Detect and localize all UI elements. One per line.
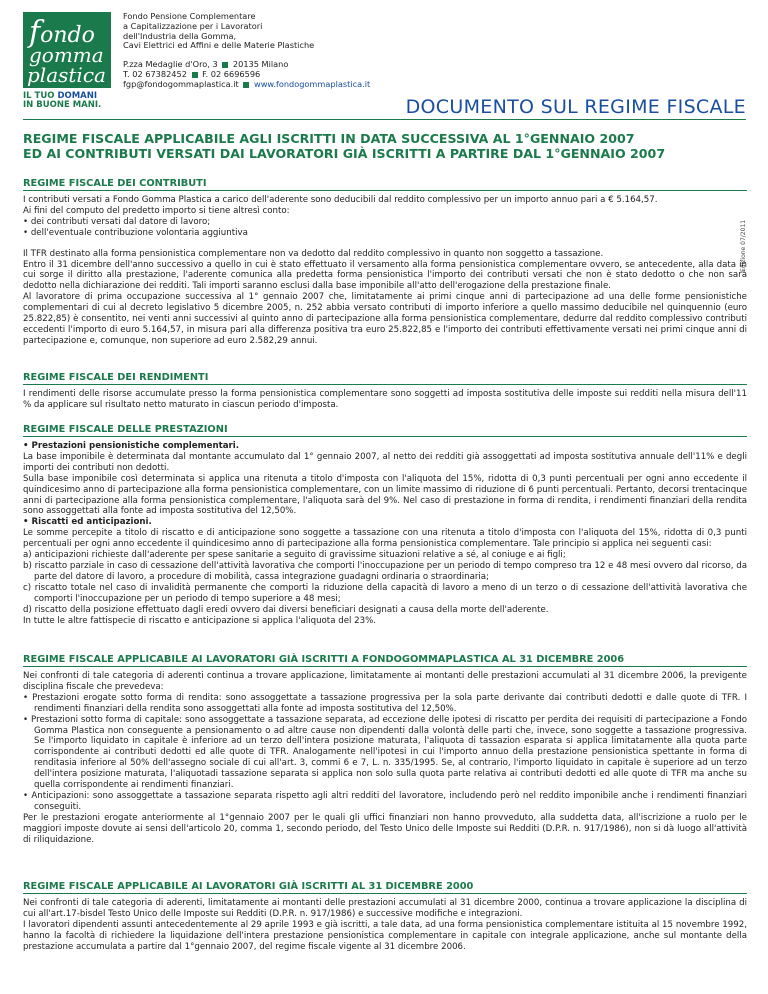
section-heading: REGIME FISCALE DEI CONTRIBUTI — [23, 178, 747, 191]
section-rendimenti: REGIME FISCALE DEI RENDIMENTI I rendimenti delle risorse accumulate presso la forma pensionistica complementare sono soggetti ad imposta sostitutiva delle imposte sui redditi nella misura dell'11 % da applicare sul risultato netto maturato in ciascun periodo d'imposta. — [23, 372, 747, 410]
section-prestazioni: REGIME FISCALE DELLE PRESTAZIONI • Prestazioni pensionistiche complementari. La base imponibile è determinata dal montante accumulato dal 1° gennaio 2007, al netto dei redditi già assoggettati ad imposta sostitutiva annuale dell'11% e degli importi dei contributi non dedotti. Sulla base imponibile così determinata si applica una ritenuta a titolo d'imposta con l'aliquota del 15%, ridotta di 0,3 punti percentuali per ogni anno eccedente il quindicesimo anno di partecipazione alla forma pensionistica complementare, con un limite massimo di riduzione di 6 punti percentuali. Pertanto, decorsi trentacinque anni di partecipazione alla forma pensionistica complementare, l'aliquota sarà del 9%. Nel caso di prestazione in forma di rendita, i rendimenti finanziari della rendita sono assoggettati alla fonte ad imposta sostitutiva del 12,50%. • Riscatti ed anticipazioni. Le somme percepite a titolo di riscatto e di anticipazione sono soggette a tassazione con una ritenuta a titolo d'imposta con l'aliquota del 15%, ridotta di 0,3 punti percentuali per ogni anno eccedente il quindicesimo anno di partecipazione alla forma pensionistica complementare. Tale principio si applica nei seguenti casi: a) anticipazioni richieste dall'aderente per spese sanitarie a seguito di gravissime situazioni relative a sé, al coniuge e ai figli; b) riscatto parziale in caso di cessazione dell'attività lavorativa che comporti l'inoccupazione per un periodo di tempo compreso tra 12 e 48 mesi ovvero dal ricorso, da parte del datore di lavoro, a procedure di mobilità, cassa integrazione guadagni ordinaria o straordinaria; c) riscatto totale nel caso di invalidità permanente che comporti la riduzione della capacità di lavoro a meno di un terzo o di cessazione dell'attività lavorativa che comporti l'inoccupazione per un periodo di tempo superiore a 48 mesi; d) riscatto della posizione effettuato dagli eredi ovvero dai diversi beneficiari designati a causa della morte dell'aderente. In tutte le altre fattispecie di riscatto e anticipazione si applica l'aliquota del 23%. — [23, 424, 747, 626]
section-heading: REGIME FISCALE APPLICABILE AI LAVORATORI GIÀ ISCRITTI A FONDOGOMMAPLASTICA AL 31 DICEMBRE 2006 — [23, 654, 747, 667]
section-heading: REGIME FISCALE DELLE PRESTAZIONI — [23, 424, 747, 437]
section-heading: REGIME FISCALE APPLICABILE AI LAVORATORI GIÀ ISCRITTI AL 31 DICEMBRE 2000 — [23, 881, 747, 894]
section-iscritti-2000: REGIME FISCALE APPLICABILE AI LAVORATORI GIÀ ISCRITTI AL 31 DICEMBRE 2000 Nei confronti di tale categoria di aderenti, limitatamente ai montanti delle prestazioni accumulati al 31 dicembre 2000, continua a trovare applicazione la disciplina di cui all'art.17-bisdel Testo Unico delle Imposte sui Redditi (D.P.R. n. 917/1986) e successive modifiche e integrazioni. I lavoratori dipendenti assunti antecedentemente al 29 aprile 1993 e già iscritti, a tale data, ad una forma pensionistica complementare istituita al 15 novembre 1992, hanno la facoltà di richiedere la liquidazione dell'intera prestazione pensionistica complementare in capitale con integrale applicazione, anche sul montante della prestazione accumulata a partire dal 1°gennaio 2007, del regime fiscale vigente al 31 dicembre 2006. — [23, 881, 747, 952]
document-title: DOCUMENTO SUL REGIME FISCALE — [405, 96, 746, 118]
website-link[interactable]: www.fondogommaplastica.it — [254, 79, 371, 89]
contact-block: P.zza Medaglie d'Oro, 3 20135 Milano T. 02 67382452 F. 02 6696596 fgp@fondogommaplastica.it www.fondogommaplastica.it — [123, 59, 371, 89]
main-title: REGIME FISCALE APPLICABILE AGLI ISCRITTI IN DATA SUCCESSIVA AL 1°GENNAIO 2007 ED AI CONTRIBUTI VERSATI DAI LAVORATORI GIÀ ISCRITTI A PARTIRE DAL 1°GENNAIO 2007 — [23, 131, 666, 161]
organization-name: Fondo Pensione Complementare a Capitalizzazione per i Lavoratori dell'Industria della Gomma, Cavi Elettrici ed Affini e delle Materie Plastiche — [123, 11, 315, 51]
section-contributi: REGIME FISCALE DEI CONTRIBUTI I contributi versati a Fondo Gomma Plastica a carico dell'aderente sono deducibili dal reddito complessivo per un importo annuo pari a € 5.164,57. Ai fini del computo del predetto importo si tiene altresì conto: • dei contributi versati dal datore di lavoro; • dell'eventuale contribuzione volontaria aggiuntiva Il TFR destinato alla forma pensionistica complementare non va dedotto dal reddito complessivo in quanto non soggetto a tassazione. Entro il 31 dicembre dell'anno successivo a quello in cui è stato effettuato il versamento alla forma pensionistica complementare ovvero, se antecedente, alla data in cui sorge il diritto alla prestazione, l'aderente comunica alla predetta forma pensionistica l'importo dei contributi versati che non è stato dedotto o che non sarà dedotto nella dichiarazione dei redditi. Tali importi saranno esclusi dalla base imponibile all'atto dell'erogazione della prestazione finale. Al lavoratore di prima occupazione successiva al 1° gennaio 2007 che, limitatamente ai primi cinque anni di partecipazione ad una delle forme pensionistiche complementari di cui al decreto legislativo 5 dicembre 2005, n. 252 abbia versato contributi di importo inferiore a quello massimo deducibile nel quinquennio (euro 25.822,85) è consentito, nei venti anni successivi al quinto anno di partecipazione alla forma pensionistica complementare, dedurre dal reddito complessivo contributi eccedenti l'importo di euro 5.164,57, in misura pari alla differenza positiva tra euro 25.822,85 e l'importo dei contributi effettivamente versati nei primi cinque anni di partecipazione e, comunque, non superiore ad euro 2.582,29 annui. — [23, 178, 747, 346]
email-link[interactable]: fgp@fondogommaplastica.it — [123, 79, 239, 89]
header-divider — [23, 119, 746, 120]
section-iscritti-2006: REGIME FISCALE APPLICABILE AI LAVORATORI GIÀ ISCRITTI A FONDOGOMMAPLASTICA AL 31 DICEMBRE 2006 Nei confronti di tale categoria di aderenti continua a trovare applicazione, limitatamente ai montanti delle prestazioni accumulati al 31 dicembre 2006, la previgente disciplina fiscale che prevedeva: • Prestazioni erogate sotto forma di rendita: sono assoggettate a tassazione progressiva per la sola parte derivante dai contributi dedotti e dalle quote di TFR. I rendimenti finanziari della rendita sono assoggettati alla fonte ad imposta sostitutiva del 12,50%. • Prestazioni sotto forma di capitale: sono assoggettate a tassazione separata, ad eccezione delle ipotesi di riscatto per perdita dei requisiti di partecipazione a Fondo Gomma Plastica non conseguente a pensionamento o ad altre cause non dipendenti dalla volontà delle parti che, invece, sono soggette a tassazione progressiva. Se l'importo liquidato in capitale è inferiore ad un terzo dell'intera posizione maturata, l'aliquota di tassazion esparata si applica limitatamente alla quota parte corrispondente ai contributi dedotti ed alle quote di TFR. Analogamente nell'ipotesi in cui l'importo annuo della prestazione pensionistica spettante in forma di renditasia inferiore al 50% dell'assegno sociale di cui all'art. 3, commi 6 e 7, L. n. 335/1995. Se, al contrario, l'importo liquidato in capitale è superiore ad un terzo dell'intera posizione maturata, l'aliquotadi tassazione separata si applica non solo sulla quota parte relativa ai contributi dedotti ed alle quote di TFR ma anche su quella corrispondente ai rendimenti finanziari. • Anticipazioni: sono assoggettate a tassazione separata rispetto agli altri redditi del lavoratore, includendo però nel reddito imponibile anche i rendimenti finanziari conseguiti. Per le prestazioni erogate anteriormente al 1°gennaio 2007 per le quali gli uffici finanziari non hanno provveduto, alla suddetta data, all'iscrizione a ruolo per le maggiori imposte dovute ai sensi dell'articolo 20, comma 1, secondo periodo, del Testo Unico delle Imposte sui Redditi (D.P.R. n. 917/1986), non si dà luogo all'attività di riliquidazione. — [23, 654, 747, 845]
fondo-logo: fondo gomma plastica — [23, 12, 111, 88]
tagline: IL TUO DOMANI IN BUONE MANI. — [23, 91, 102, 110]
edition-label: Edizione 07/2011 — [740, 219, 747, 272]
section-heading: REGIME FISCALE DEI RENDIMENTI — [23, 372, 747, 385]
